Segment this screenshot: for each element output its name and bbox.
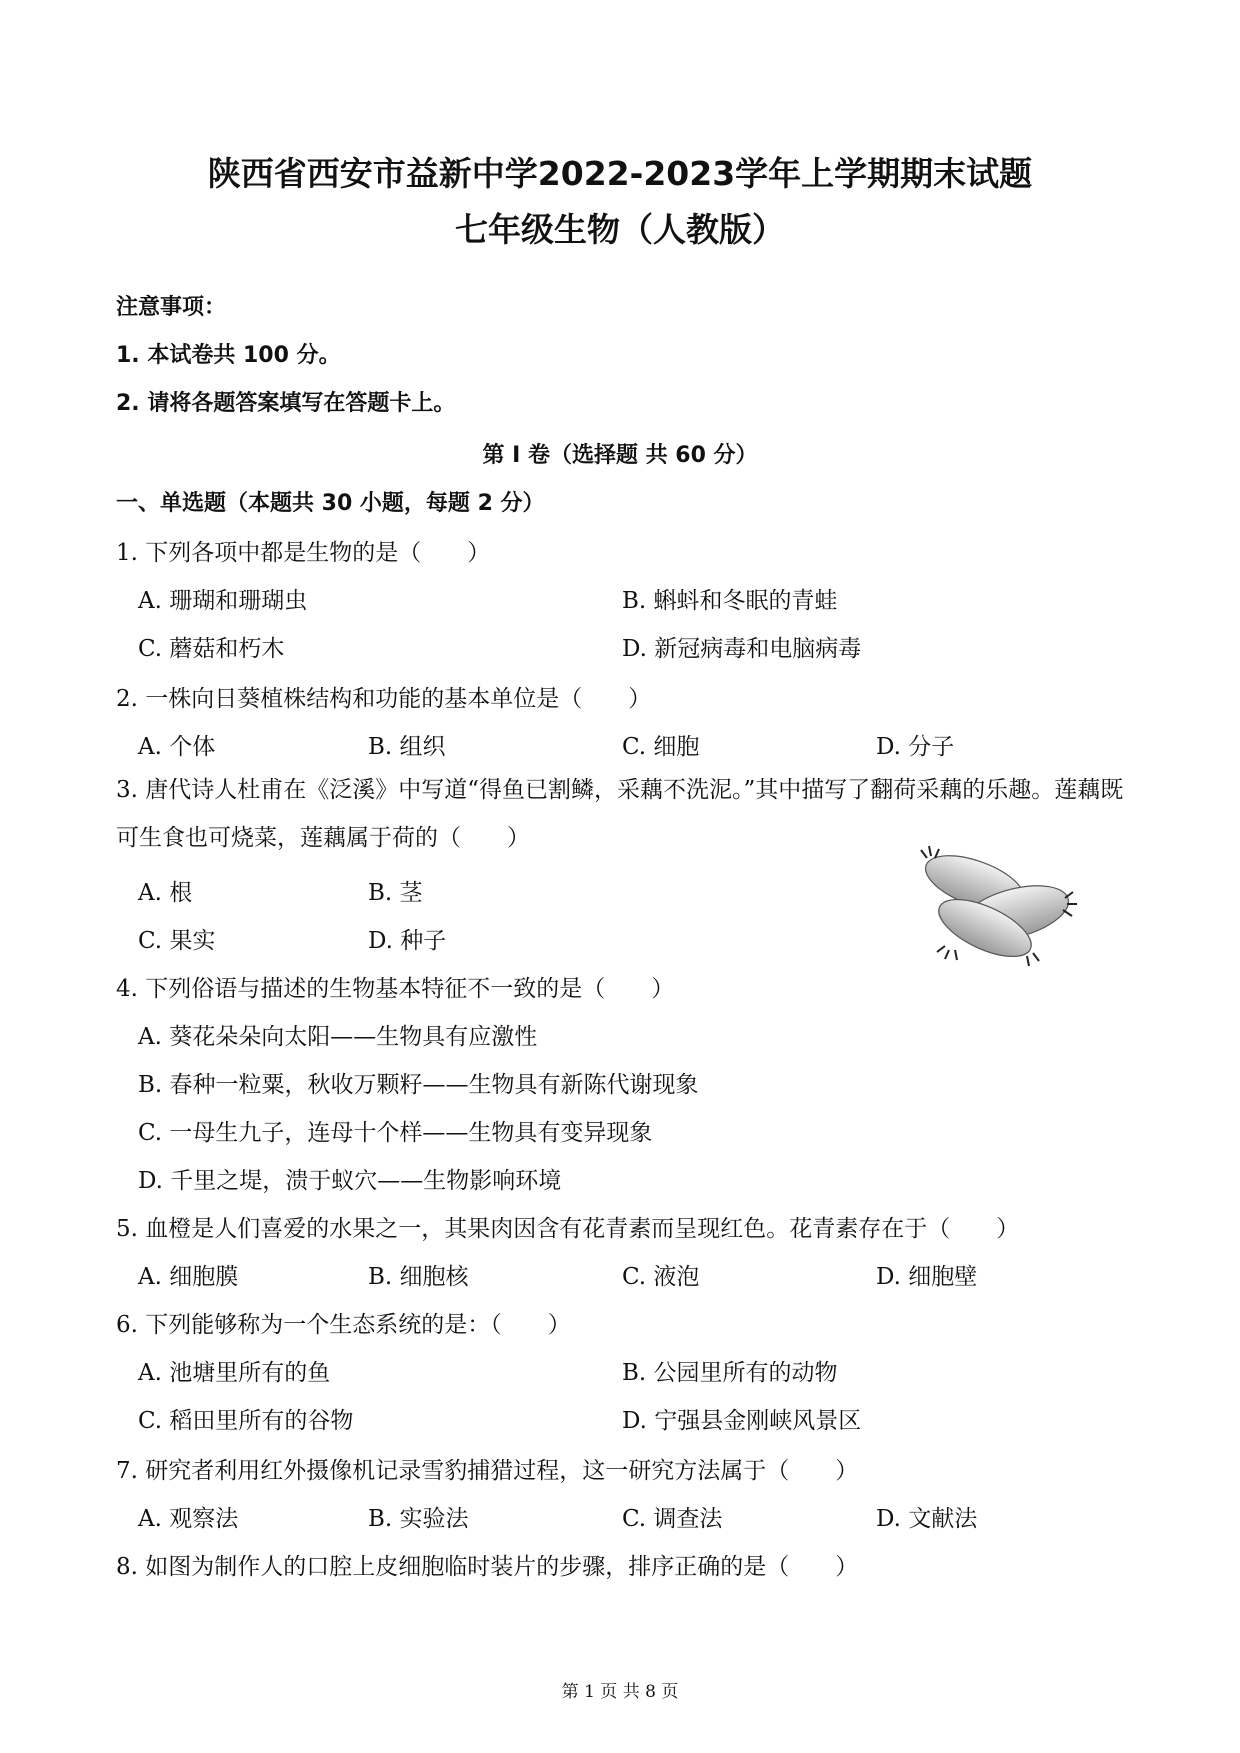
- answer-option: B. 实验法: [368, 1506, 469, 1532]
- answer-option: A. 珊瑚和珊瑚虫: [138, 588, 308, 614]
- answer-option: D. 文献法: [876, 1506, 978, 1532]
- answer-option: C. 果实: [138, 928, 216, 954]
- answer-option: B. 组织: [368, 734, 446, 760]
- answer-option: C. 调查法: [622, 1506, 723, 1532]
- section-heading: 一、单选题（本题共 30 小题，每题 2 分）: [116, 491, 545, 516]
- exam-subtitle: 七年级生物（人教版）: [455, 210, 785, 249]
- answer-option: D. 种子: [368, 928, 447, 954]
- answer-option: B. 茎: [368, 880, 423, 906]
- answer-option: D. 细胞壁: [876, 1264, 978, 1290]
- question-stem: 3. 唐代诗人杜甫在《泛溪》中写道“得鱼已割鳞，采藕不洗泥。”其中描写了翻荷采藕的乐趣。莲藕既可生食也可烧菜，莲藕属于荷的（ ）: [116, 777, 1124, 851]
- answer-option: A. 池塘里所有的鱼: [138, 1360, 331, 1386]
- answer-option: A. 观察法: [138, 1506, 239, 1532]
- answer-option: B. 春种一粒粟，秋收万颗籽——生物具有新陈代谢现象: [138, 1072, 699, 1098]
- answer-option: D. 新冠病毒和电脑病毒: [622, 636, 862, 662]
- notice-heading: 注意事项：: [116, 295, 227, 320]
- exam-title: 陕西省西安市益新中学2022-2023学年上学期期末试题: [207, 154, 1033, 193]
- answer-option: C. 细胞: [622, 734, 700, 760]
- answer-option: A. 根: [138, 880, 193, 906]
- answer-option: A. 个体: [138, 734, 216, 760]
- answer-option: A. 细胞膜: [138, 1264, 239, 1290]
- question-stem: 4. 下列俗语与描述的生物基本特征不一致的是（ ）: [116, 976, 675, 1002]
- answer-option: B. 细胞核: [368, 1264, 469, 1290]
- answer-option: B. 蝌蚪和冬眠的青蛙: [622, 588, 838, 614]
- question-stem: 8. 如图为制作人的口腔上皮细胞临时装片的步骤，排序正确的是（ ）: [116, 1554, 859, 1580]
- answer-option: B. 公园里所有的动物: [622, 1360, 838, 1386]
- question-stem: 7. 研究者利用红外摄像机记录雪豹捕猎过程，这一研究方法属于（ ）: [116, 1458, 859, 1484]
- page-number: 第 1 页 共 8 页: [561, 1682, 679, 1702]
- question-stem: 1. 下列各项中都是生物的是（ ）: [116, 540, 491, 566]
- answer-option: C. 稻田里所有的谷物: [138, 1408, 354, 1434]
- lotus-root-icon: [905, 828, 1085, 968]
- question-stem: 5. 血橙是人们喜爱的水果之一，其果肉因含有花青素而呈现红色。花青素存在于（ ）: [116, 1216, 1020, 1242]
- answer-option: D. 千里之堤，溃于蚁穴——生物影响环境: [138, 1168, 562, 1194]
- notice-item: 1. 本试卷共 100 分。: [116, 343, 341, 368]
- notice-item: 2. 请将各题答案填写在答题卡上。: [116, 391, 456, 416]
- question-stem: 2. 一株向日葵植株结构和功能的基本单位是（ ）: [116, 686, 652, 712]
- part-title: 第 I 卷（选择题 共 60 分）: [482, 443, 758, 468]
- answer-option: C. 蘑菇和朽木: [138, 636, 285, 662]
- answer-option: A. 葵花朵朵向太阳——生物具有应激性: [138, 1024, 538, 1050]
- answer-option: D. 分子: [876, 734, 955, 760]
- question-stem: 6. 下列能够称为一个生态系统的是：（ ）: [116, 1312, 571, 1338]
- answer-option: D. 宁强县金刚峡风景区: [622, 1408, 862, 1434]
- answer-option: C. 液泡: [622, 1264, 700, 1290]
- answer-option: C. 一母生九子，连母十个样——生物具有变异现象: [138, 1120, 653, 1146]
